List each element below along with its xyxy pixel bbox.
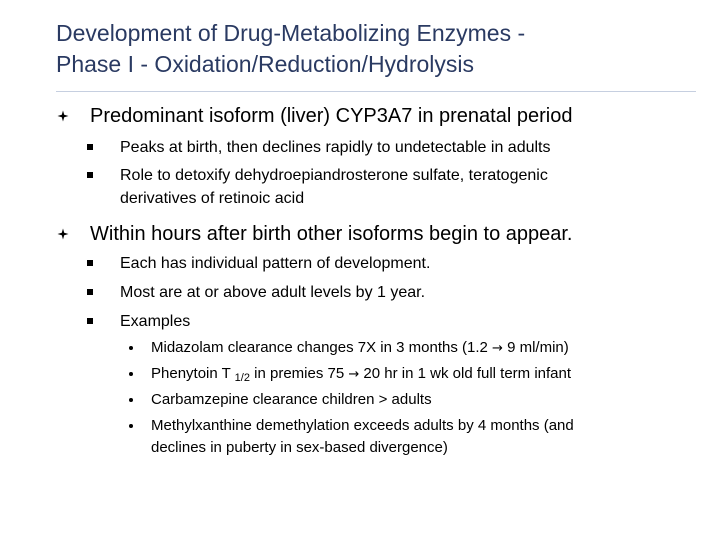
right-arrow-icon: → <box>348 367 360 382</box>
example-carbamzepine <box>151 389 696 411</box>
example-text: Phenytoin T <box>151 365 235 382</box>
right-arrow-icon: → <box>492 341 503 356</box>
bullet-other-isoforms <box>90 222 572 246</box>
sub-bullet-text: Examples <box>120 313 191 330</box>
bullet-text: Within hours after birth other isoforms begin to appear. <box>90 223 573 245</box>
sub-bullet-role <box>120 164 690 187</box>
example-phenytoin <box>151 363 696 386</box>
bullet-text: Predominant isoform (liver) CYP3A7 in prenatal period <box>90 105 573 127</box>
sub-bullet-role-continued <box>120 187 690 210</box>
title-divider <box>56 91 696 92</box>
example-methylxanthine-continued <box>151 437 696 459</box>
square-bullet-icon <box>87 318 93 324</box>
square-bullet-icon <box>87 260 93 266</box>
square-bullet-icon <box>87 289 93 295</box>
sub-bullet-individual-pattern <box>120 252 690 275</box>
sub-bullet-adult-levels <box>120 281 690 304</box>
sub-bullet-text: Role to detoxify dehydroepiandrosterone sulfate, teratogenic <box>120 167 548 184</box>
example-text: 9 ml/min) <box>502 339 569 356</box>
example-text: 20 hr in 1 wk old full term infant <box>359 365 572 382</box>
title-line-2: Phase I - Oxidation/Reduction/Hydrolysis <box>56 51 475 77</box>
dot-bullet-icon <box>129 372 133 376</box>
example-midazolam <box>151 337 696 360</box>
example-text: Midazolam clearance changes 7X in 3 months (1.2 <box>151 339 493 356</box>
sub-bullet-peaks <box>120 136 690 159</box>
square-bullet-icon <box>87 172 93 178</box>
dot-bullet-icon <box>129 346 133 350</box>
title-line-1: Development of Drug-Metabolizing Enzymes - <box>56 20 526 46</box>
sub-bullet-text: Peaks at birth, then declines rapidly to undetectable in adults <box>120 139 551 156</box>
example-text: declines in puberty in sex-based divergence) <box>151 439 448 456</box>
example-text: in premies 75 <box>249 365 349 382</box>
sub-bullet-text: derivatives of retinoic acid <box>120 190 305 207</box>
diamond-bullet-icon <box>57 228 69 240</box>
example-text: Methylxanthine demethylation exceeds adults by 4 months (and <box>151 417 574 434</box>
dot-bullet-icon <box>129 424 133 428</box>
sub-bullet-examples <box>120 310 690 333</box>
square-bullet-icon <box>87 144 93 150</box>
sub-bullet-text: Each has individual pattern of development. <box>120 255 431 272</box>
example-text: Carbamzepine clearance children > adults <box>151 391 432 408</box>
slide-title <box>56 18 696 80</box>
diamond-bullet-icon <box>57 110 69 122</box>
bullet-prenatal-isoform <box>90 104 572 128</box>
half-life-subscript: 1/2 <box>234 372 250 384</box>
dot-bullet-icon <box>129 398 133 402</box>
sub-bullet-text: Most are at or above adult levels by 1 year. <box>120 284 426 301</box>
example-methylxanthine <box>151 415 696 437</box>
